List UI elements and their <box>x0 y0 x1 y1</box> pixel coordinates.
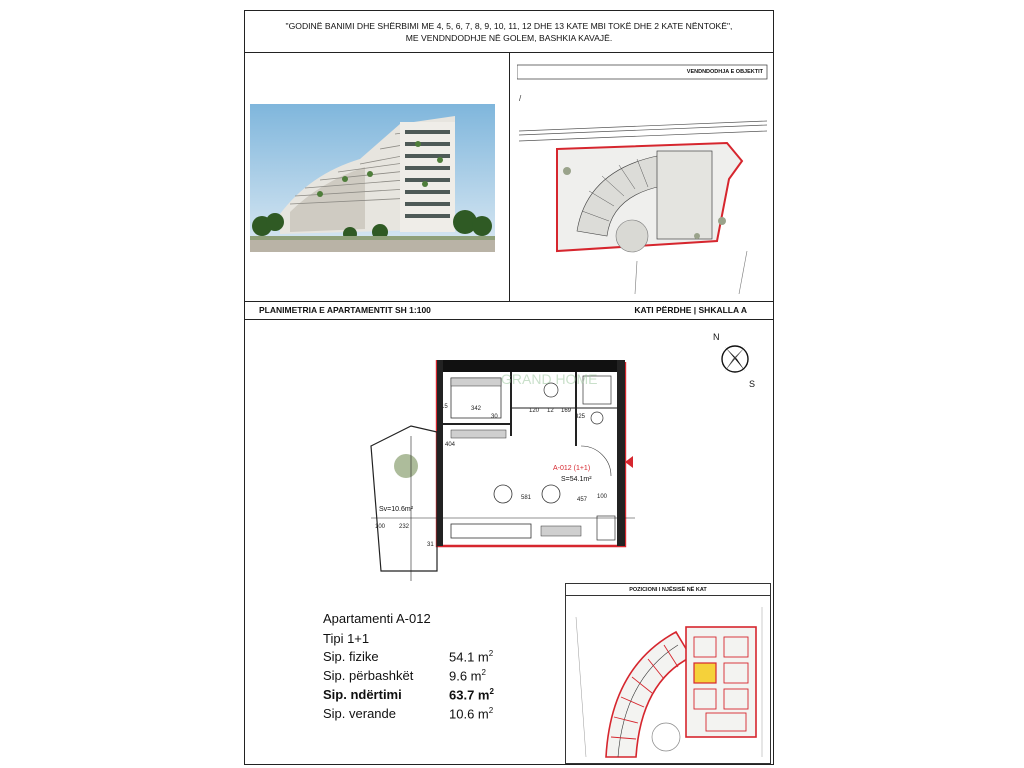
area-row-label-veranda: Sip. verande <box>323 706 396 721</box>
building-rendering-image <box>250 104 495 252</box>
apartment-type: Tipi 1+1 <box>323 631 370 646</box>
area-row-value-common: 9.6 $m^2$ <box>449 668 486 684</box>
rendering-illustration <box>250 104 495 252</box>
site-location-plan <box>517 61 769 294</box>
document-sheet <box>244 10 774 765</box>
area-row-value-physical: 54.1 $m^2$ <box>449 649 494 665</box>
area-row-label-built: Sip. ndërtimi <box>323 687 402 702</box>
floor-plan-drawing <box>351 346 641 581</box>
highlighted-unit <box>694 663 716 683</box>
unit-area-label: S=54.1m² <box>561 476 592 483</box>
veranda-outline <box>371 426 437 571</box>
header-line-2: ME VENDNDODHJE NË GOLEM, BASHKIA KAVAJË. <box>405 33 613 43</box>
key-plan-rule <box>566 595 770 596</box>
svg-text:12: 12 <box>547 408 554 414</box>
watermark-text: GRAND HOME <box>501 371 598 387</box>
site-plan-drawing <box>517 61 769 294</box>
compass-south-label: S <box>749 379 756 389</box>
compass-north-label: N <box>713 332 720 342</box>
veranda-area-label: Sv=10.6m² <box>379 506 414 513</box>
svg-text:120: 120 <box>529 408 540 414</box>
apartment-name: Apartamenti A-012 <box>323 611 431 626</box>
area-row-label-common: Sip. përbashkët <box>323 668 414 683</box>
svg-text:30: 30 <box>491 414 498 420</box>
svg-text:232: 232 <box>399 524 410 530</box>
unit-id-label: A-012 (1+1) <box>553 465 591 472</box>
svg-text:581: 581 <box>521 495 532 501</box>
area-row-value-veranda: 10.6 $m^2$ <box>449 706 494 722</box>
key-plan-title: POZICIONI I NJËSISË NË KAT <box>629 587 707 593</box>
header-line-1: "GODINË BANIMI DHE SHËRBIMI ME 4, 5, 6, 7, 8, 9, 10, 11, 12 DHE 13 KATE MBI TOKË DHE 2 KATE NËNTOKË", <box>285 21 733 31</box>
floor-stair-label: KATI PËRDHE | SHKALLA A <box>634 305 747 315</box>
svg-text:457: 457 <box>577 497 588 503</box>
area-row-label-physical: Sip. fizike <box>323 649 379 664</box>
north-arrow-compass <box>711 329 759 389</box>
key-plan-drawing <box>566 597 770 763</box>
apartment-floor-plan <box>351 346 641 581</box>
site-plan-title: VENDNDODHJA E OBJEKTIT <box>686 69 763 75</box>
svg-text:169: 169 <box>561 408 572 414</box>
svg-text:31: 31 <box>427 542 434 548</box>
svg-text:342: 342 <box>471 406 482 412</box>
area-row-value-built: 63.7 $m^2$ <box>449 687 494 703</box>
overview-row <box>245 53 773 302</box>
svg-text:404: 404 <box>445 442 456 448</box>
project-header <box>245 11 773 53</box>
plan-title-bar <box>245 301 773 320</box>
svg-text:15: 15 <box>441 404 448 410</box>
plan-scale-title: PLANIMETRIA E APARTAMENTIT SH 1:100 <box>259 305 431 315</box>
svg-text:100: 100 <box>597 494 608 500</box>
svg-text:100: 100 <box>375 524 386 530</box>
svg-text:/: / <box>519 94 522 103</box>
svg-text:325: 325 <box>575 414 586 420</box>
unit-position-key-plan <box>565 583 771 764</box>
section-divider <box>509 53 510 301</box>
